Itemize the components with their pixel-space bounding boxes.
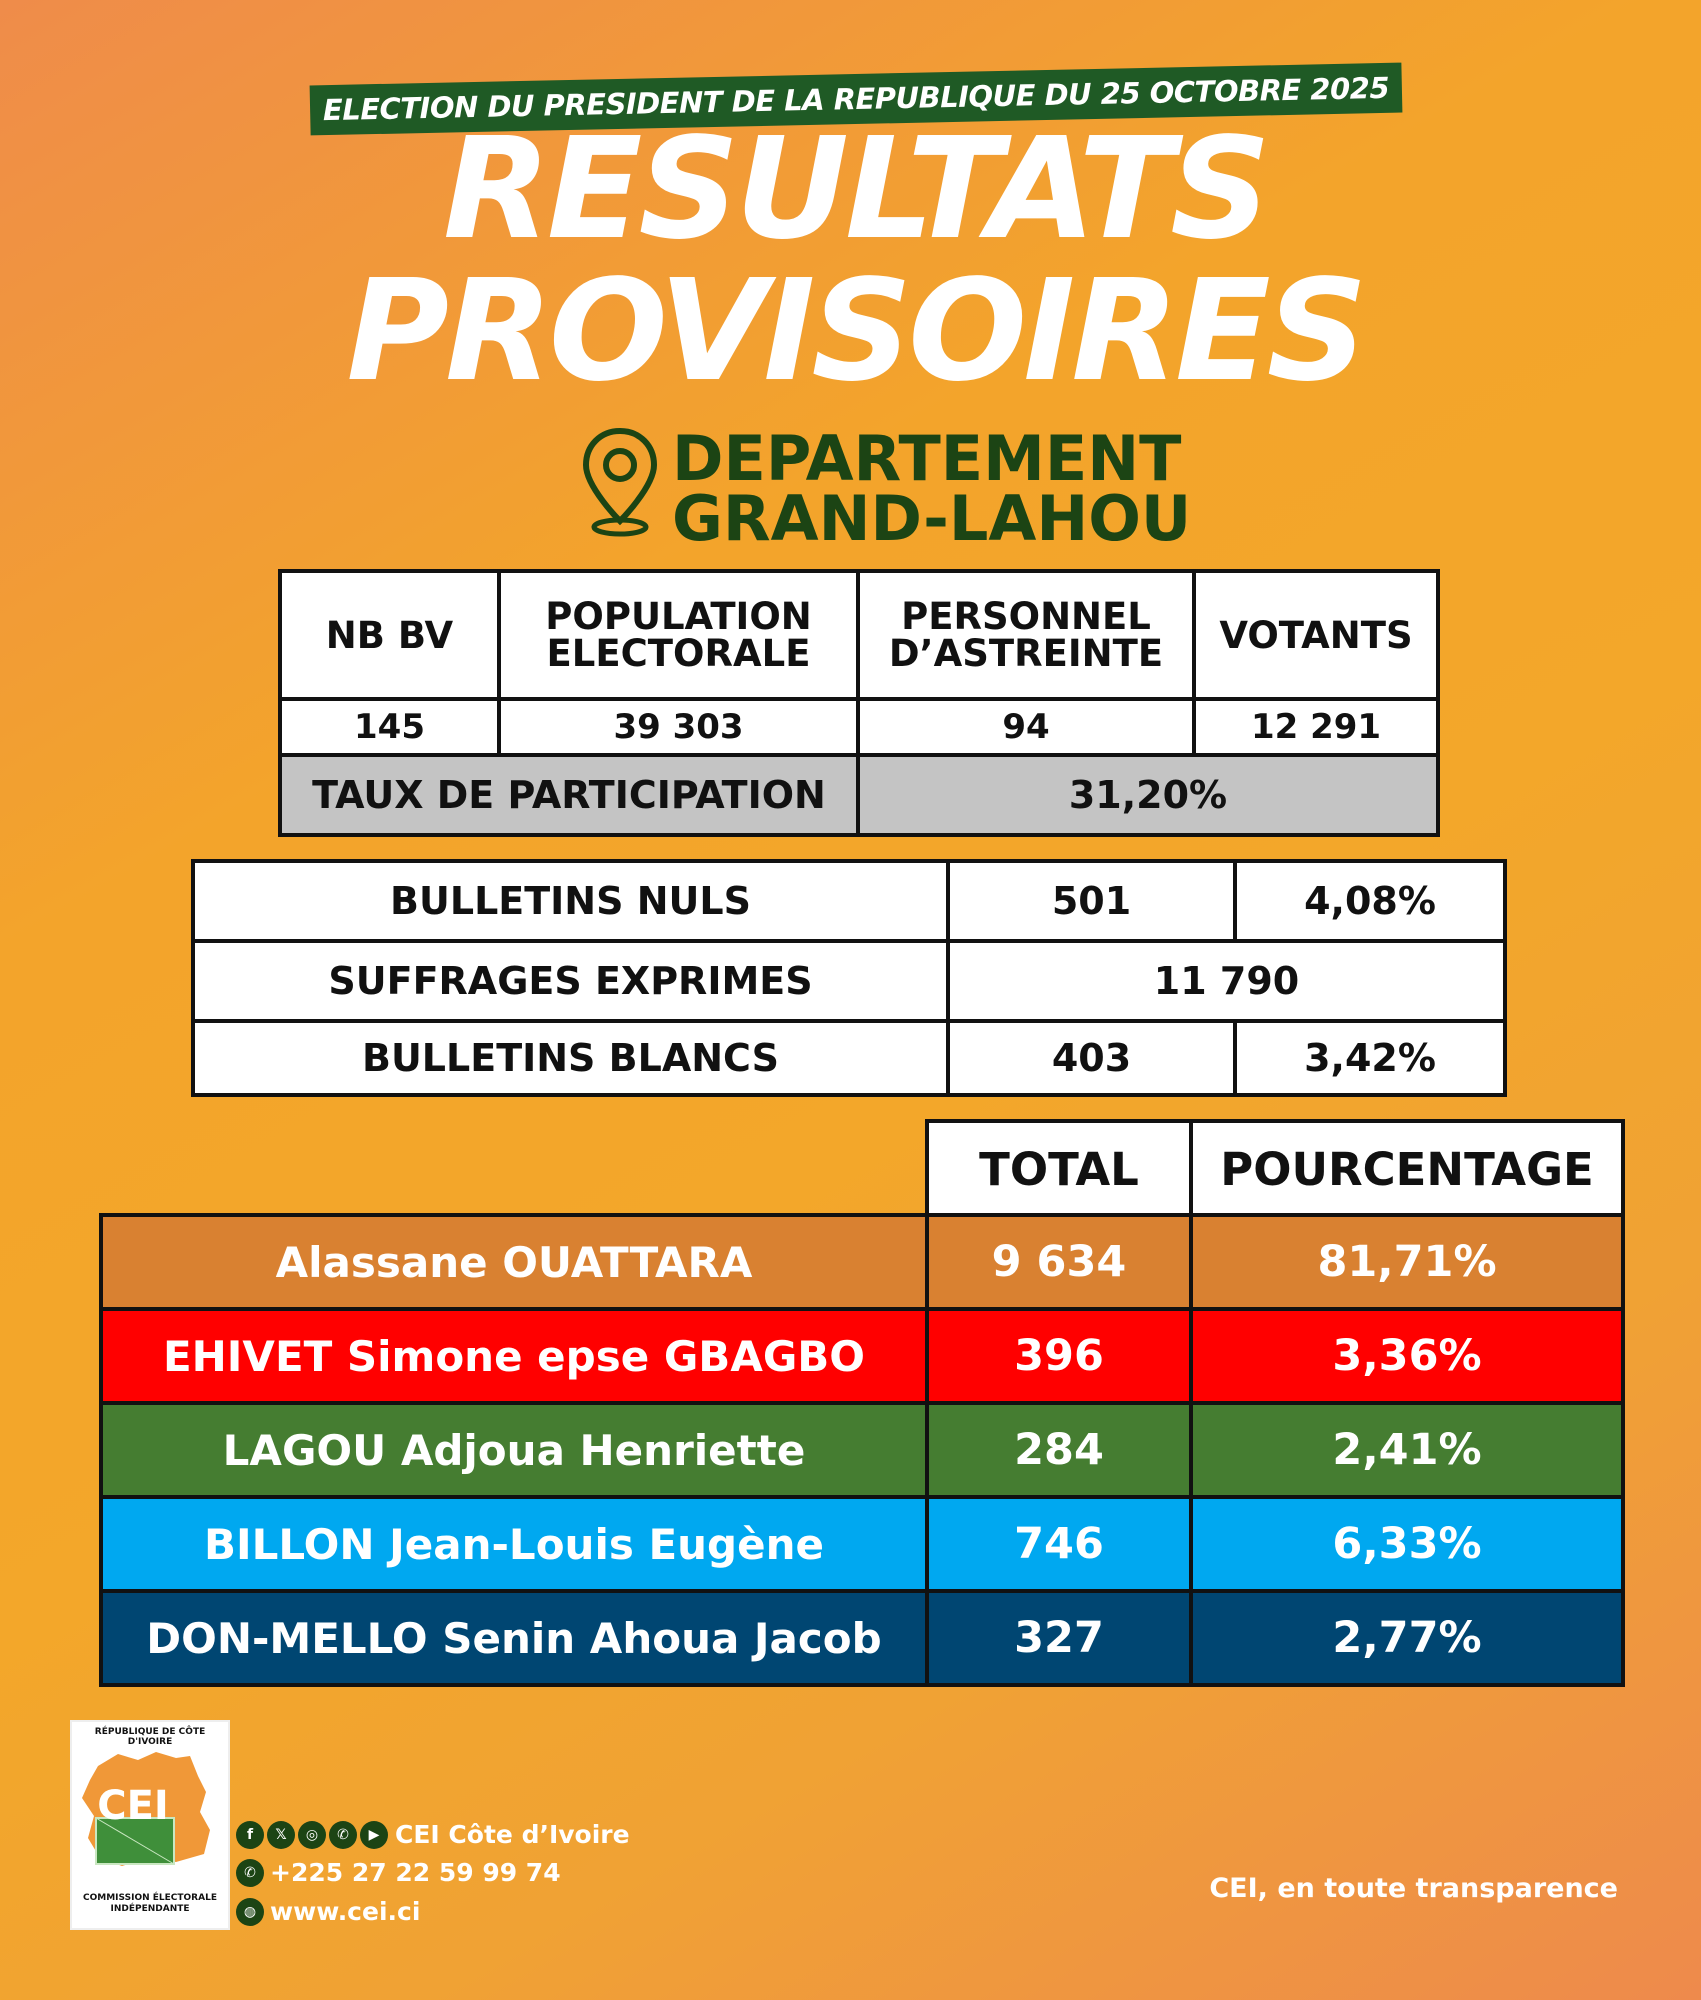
stats-table <box>278 569 1440 837</box>
youtube-icon[interactable]: ▶ <box>360 1821 388 1849</box>
phone-icon: ✆ <box>236 1859 264 1887</box>
department-name: GRAND-LAHOU <box>672 482 1192 555</box>
election-ribbon: ELECTION DU PRESIDENT DE LA REPUBLIQUE DU 25 OCTOBRE 2025 <box>310 63 1403 136</box>
candidate-total: 327 <box>927 1591 1191 1685</box>
header-pourcentage: POURCENTAGE <box>1191 1121 1623 1217</box>
blancs-pct: 3,42% <box>1235 1021 1505 1095</box>
candidate-total: 746 <box>927 1497 1191 1591</box>
blancs-value: 403 <box>948 1021 1235 1095</box>
candidate-pct: 3,36% <box>1191 1309 1623 1403</box>
department-label: DEPARTEMENT <box>672 422 1182 495</box>
candidate-total: 284 <box>927 1403 1191 1497</box>
slogan: CEI, en toute transparence <box>1209 1873 1618 1904</box>
ballots-table <box>191 859 1507 1097</box>
whatsapp-icon[interactable]: ✆ <box>329 1821 357 1849</box>
social-label[interactable]: CEI Côte d’Ivoire <box>395 1820 630 1849</box>
facebook-icon[interactable]: f <box>236 1821 264 1849</box>
candidate-total: 396 <box>927 1309 1191 1403</box>
website-link[interactable]: www.cei.ci <box>270 1897 421 1926</box>
title-provisoires: PROVISOIRES <box>346 250 1364 413</box>
candidate-row <box>101 1591 1623 1685</box>
candidate-pct: 6,33% <box>1191 1497 1623 1591</box>
web-row <box>236 1897 420 1926</box>
instagram-icon[interactable]: ◎ <box>298 1821 326 1849</box>
phone-number[interactable]: +225 27 22 59 99 74 <box>270 1858 561 1887</box>
exprimes-value: 11 790 <box>948 941 1505 1021</box>
logo-acronym: CEI <box>97 1783 169 1829</box>
participation-value: 31,20% <box>858 755 1438 835</box>
title-resultats: RESULTATS <box>443 108 1267 271</box>
nuls-value: 501 <box>948 861 1235 941</box>
phone-row <box>236 1858 561 1887</box>
exprimes-label: SUFFRAGES EXPRIMES <box>193 941 948 1021</box>
participation-label: TAUX DE PARTICIPATION <box>280 755 858 835</box>
candidate-row <box>101 1497 1623 1591</box>
location-pin-icon <box>580 425 660 540</box>
candidate-name: BILLON Jean-Louis Eugène <box>101 1497 927 1591</box>
candidate-pct: 2,41% <box>1191 1403 1623 1497</box>
results-table <box>99 1213 1625 1687</box>
candidate-row <box>101 1215 1623 1309</box>
header-nb-bv: NB BV <box>280 571 499 699</box>
results-header <box>925 1119 1625 1219</box>
value-nb-bv: 145 <box>280 699 499 755</box>
logo-bottom-text: COMMISSION ÉLECTORALE INDÉPENDANTE <box>83 1893 217 1915</box>
value-population: 39 303 <box>499 699 858 755</box>
x-icon[interactable]: 𝕏 <box>267 1821 295 1849</box>
value-personnel: 94 <box>858 699 1194 755</box>
candidate-row <box>101 1403 1623 1497</box>
candidate-name: LAGOU Adjoua Henriette <box>101 1403 927 1497</box>
candidate-name: Alassane OUATTARA <box>101 1215 927 1309</box>
blancs-label: BULLETINS BLANCS <box>193 1021 948 1095</box>
candidate-row <box>101 1309 1623 1403</box>
logo-top-text: RÉPUBLIQUE DE CÔTE D'IVOIRE <box>94 1727 206 1747</box>
candidate-name: DON-MELLO Senin Ahoua Jacob <box>101 1591 927 1685</box>
candidate-total: 9 634 <box>927 1215 1191 1309</box>
value-votants: 12 291 <box>1194 699 1438 755</box>
candidate-pct: 81,71% <box>1191 1215 1623 1309</box>
header-votants: VOTANTS <box>1194 571 1438 699</box>
header-personnel: PERSONNEL D’ASTREINTE <box>858 571 1194 699</box>
nuls-pct: 4,08% <box>1235 861 1505 941</box>
candidate-name: EHIVET Simone epse GBAGBO <box>101 1309 927 1403</box>
candidate-pct: 2,77% <box>1191 1591 1623 1685</box>
header-population: POPULATION ELECTORALE <box>499 571 858 699</box>
nuls-label: BULLETINS NULS <box>193 861 948 941</box>
header-total: TOTAL <box>927 1121 1191 1217</box>
globe-icon: ◍ <box>236 1898 264 1926</box>
social-row <box>236 1820 630 1849</box>
